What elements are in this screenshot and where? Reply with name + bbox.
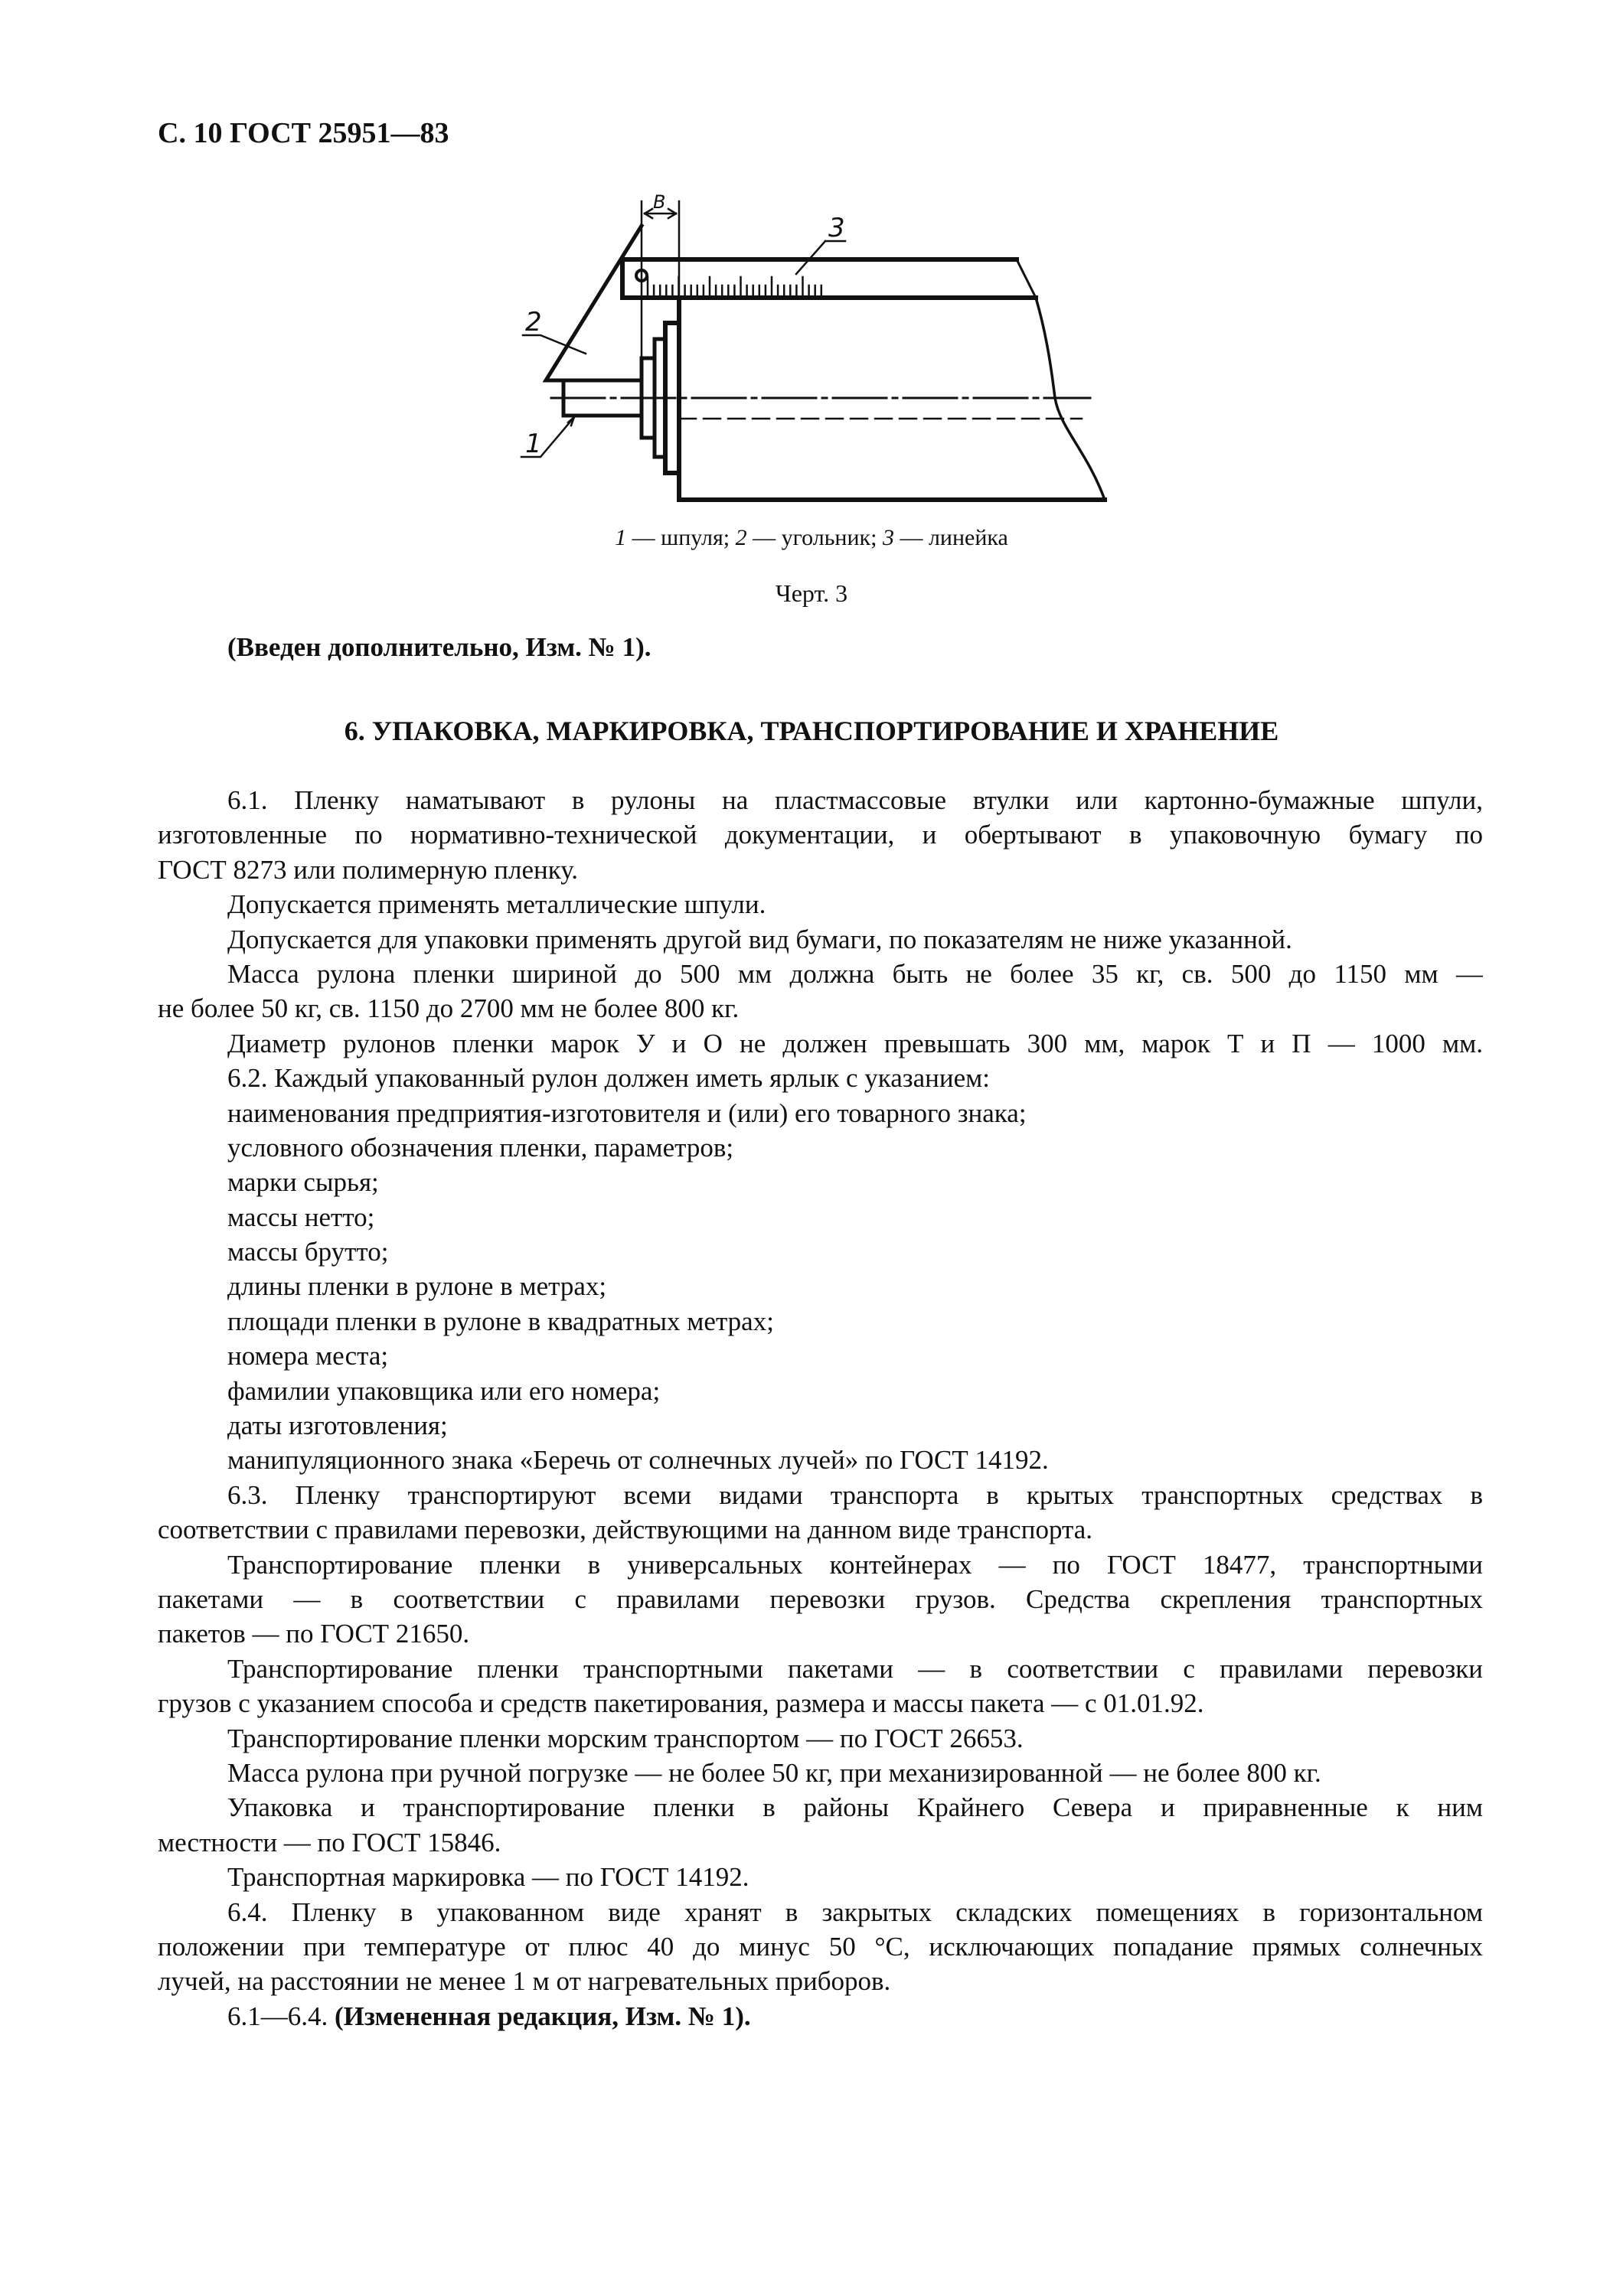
text-line: пакетами — в соответствии с правилами перевозки грузов. Средства скрепления транспортных bbox=[158, 1583, 1483, 1614]
text-line: Транспортирование пленки в универсальных контейнерах — по ГОСТ 18477, транспортными bbox=[227, 1549, 1483, 1580]
list-item: манипуляционного знака «Беречь от солнечных лучей» по ГОСТ 14192. bbox=[227, 1445, 1049, 1476]
clause-ref: 6.1—6.4. bbox=[227, 2001, 335, 2031]
amendment-line bbox=[158, 1999, 1483, 2033]
section-heading: 6. УПАКОВКА, МАРКИРОВКА, ТРАНСПОРТИРОВАНИЕ И ХРАНЕНИЕ bbox=[344, 716, 1279, 746]
text-line: Масса рулона пленки шириной до 500 мм должна быть не более 35 кг, св. 500 до 1150 мм — bbox=[227, 958, 1483, 989]
figure-drawing bbox=[0, 0, 1623, 551]
list-item: марки сырья; bbox=[227, 1167, 379, 1198]
text-line: Транспортирование пленки морским транспортом — по ГОСТ 26653. bbox=[227, 1723, 1024, 1753]
leaders bbox=[521, 213, 845, 459]
list-item: наименования предприятия-изготовителя и (или) его товарного знака; bbox=[227, 1097, 1027, 1128]
text-line: Транспортная маркировка — по ГОСТ 14192. bbox=[227, 1862, 749, 1893]
ruler bbox=[622, 259, 1036, 298]
text-line: не более 50 кг, св. 1150 до 2700 мм не более 800 кг. bbox=[158, 993, 740, 1024]
dimension-label-b: B bbox=[653, 191, 666, 213]
text-line: Упаковка и транспортирование пленки в районы Крайнего Севера и приравненные к ним bbox=[227, 1792, 1483, 1823]
text-line: 6.4. Пленку в упакованном виде хранят в закрытых складских помещениях в горизонтальном bbox=[227, 1896, 1483, 1927]
list-item: условного обозначения пленки, параметров; bbox=[227, 1132, 734, 1163]
list-item: даты изготовления; bbox=[227, 1411, 448, 1441]
list-item: массы нетто; bbox=[227, 1202, 375, 1232]
text-line: пакетов — по ГОСТ 21650. bbox=[158, 1619, 470, 1649]
text-line: Масса рулона при ручной погрузке — не более 50 кг, при механизированной — не более 800 кг. bbox=[227, 1757, 1321, 1788]
text-line: Транспортирование пленки транспортными пакетами — в соответствии с правилами перевозки bbox=[227, 1653, 1483, 1684]
legend-text-1: — шпуля; bbox=[626, 525, 736, 550]
text-line: изготовленные по нормативно-технической документации, и обертывают в упаковочную бумагу по bbox=[158, 820, 1483, 850]
legend-text-3: — линейка bbox=[893, 525, 1008, 550]
list-item: длины пленки в рулоне в метрах; bbox=[227, 1271, 607, 1302]
text-line: 6.2. Каждый упакованный рулон должен иметь ярлык с указанием: bbox=[227, 1063, 991, 1094]
amendment-note-final: (Измененная редакция, Изм. № 1). bbox=[335, 2001, 751, 2031]
text-line: ГОСТ 8273 или полимерную пленку. bbox=[158, 854, 578, 885]
text-line: лучей, на расстоянии не менее 1 м от нагревательных приборов. bbox=[158, 1966, 891, 1997]
legend-num-2: 2 bbox=[735, 525, 747, 550]
text-line: грузов с указанием способа и средств пакетирования, размера и массы пакета — с 01.01.92. bbox=[158, 1688, 1204, 1719]
page-header: С. 10 ГОСТ 25951—83 bbox=[158, 117, 449, 149]
square-tool bbox=[546, 226, 642, 380]
figure-title: Черт. 3 bbox=[775, 579, 848, 607]
list-item: площади пленки в рулоне в квадратных метрах; bbox=[227, 1306, 774, 1336]
dimension-b bbox=[642, 191, 679, 436]
legend-num-3: 3 bbox=[882, 525, 894, 550]
label-2: 2 bbox=[525, 307, 542, 338]
text-line: 6.3. Пленку транспортируют всеми видами транспорта в крытых транспортных средствах в bbox=[227, 1479, 1483, 1510]
label-3: 3 bbox=[828, 213, 845, 243]
text-line: положении при температуре от плюс 40 до минус 50 °С, исключающих попадание прямых солнечных bbox=[158, 1931, 1483, 1962]
text-line: Допускается для упаковки применять другой вид бумаги, по показателям не ниже указанной. bbox=[227, 924, 1292, 954]
text-line: 6.1. Пленку наматывают в рулоны на пластмассовые втулки или картонно-бумажные шпули, bbox=[227, 785, 1483, 815]
list-item: фамилии упаковщика или его номера; bbox=[227, 1375, 661, 1406]
label-1: 1 bbox=[525, 429, 542, 459]
text-line: соответствии с правилами перевозки, действующими на данном виде транспорта. bbox=[158, 1515, 1092, 1545]
figure-legend bbox=[0, 525, 1623, 551]
legend-text-2: — угольник; bbox=[746, 525, 883, 550]
text-line: Допускается применять металлические шпули. bbox=[227, 889, 766, 920]
section-body bbox=[158, 783, 1483, 2033]
legend-num-1: 1 bbox=[615, 525, 627, 550]
list-item: номера места; bbox=[227, 1341, 389, 1371]
text-line: Диаметр рулонов пленки марок У и О не должен превышать 300 мм, марок Т и П — 1000 мм. bbox=[227, 1028, 1483, 1058]
text-line: местности — по ГОСТ 15846. bbox=[158, 1827, 501, 1857]
amendment-note: (Введен дополнительно, Изм. № 1). bbox=[227, 632, 651, 662]
list-item: массы брутто; bbox=[227, 1237, 389, 1267]
